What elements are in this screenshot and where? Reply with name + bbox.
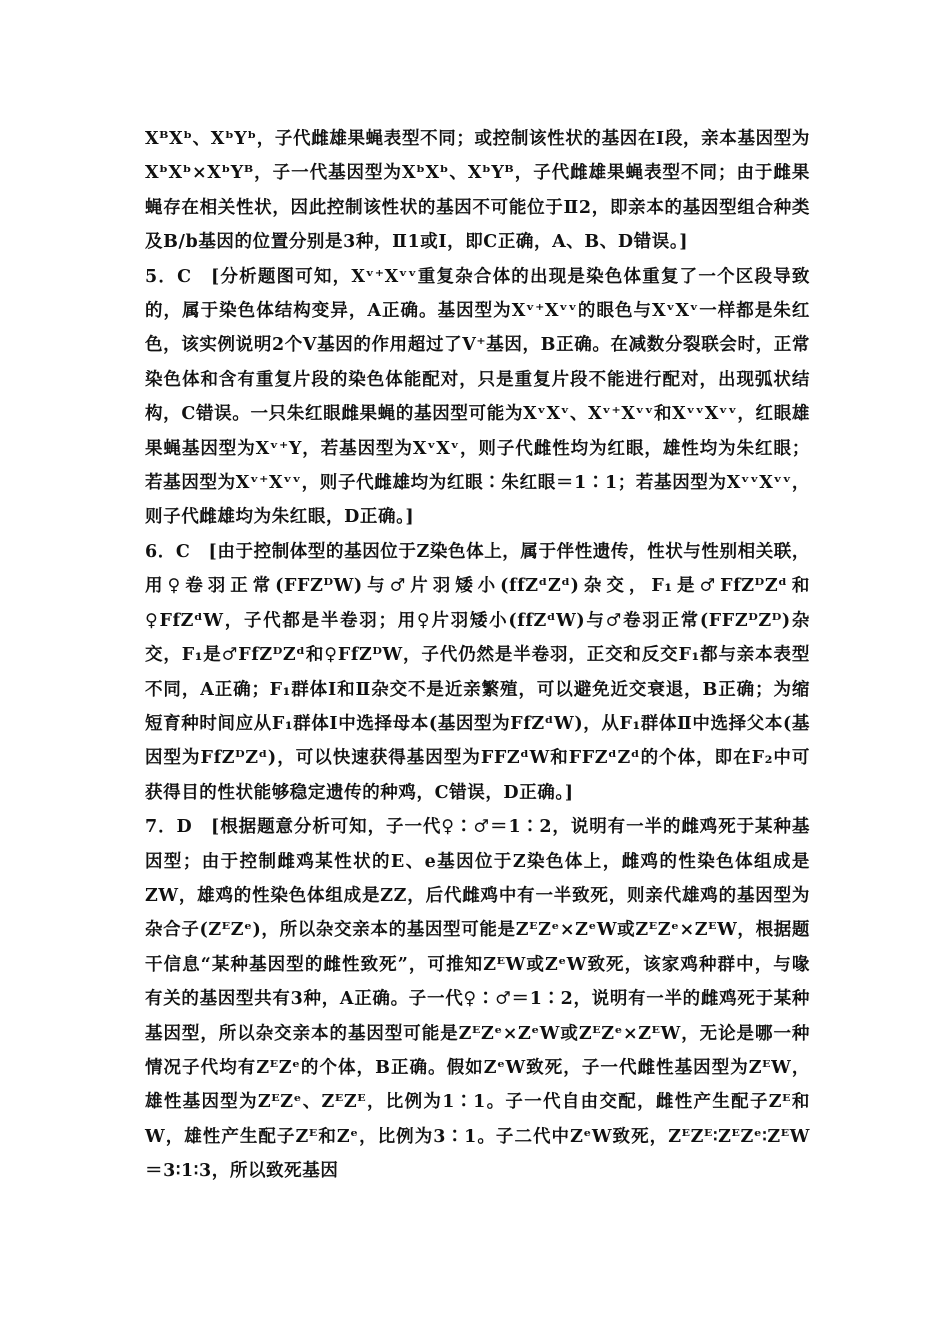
paragraph-answer-5 [145, 260, 810, 535]
answer-label: 7．D [145, 817, 193, 838]
answer-label: 5．C [145, 266, 192, 287]
answer-text: [根据题意分析可知，子一代♀∶♂＝1∶2，说明有一半的雌鸡死于某种基因型；由于控制雌鸡某性状的E、e基因位于Z染色体上，雌鸡的性染色体组成是ZW，雄鸡的性染色体组成是ZZ，后代雌鸡中有一半致死，则亲代雄鸡的基因型为杂合子(ZᴱZᵉ)，所以杂交亲本的基因型可能是ZᴱZᵉ×ZᵉW或ZᴱZᵉ×ZᴱW，根据题干信息“某种基因型的雌性致死”，可推知ZᴱW或ZᵉW致死，该家鸡种群中，与喙有关的基因型共有3种，A正确。子一代♀∶♂＝1∶2，说明有一半的雌鸡死于某种基因型，所以杂交亲本的基因型可能是ZᴱZᵉ×ZᵉW或ZᴱZᵉ×ZᴱW，无论是哪一种情况子代均有ZᴱZᵉ的个体，B正确。假如ZᵉW致死，子一代雌性基因型为ZᴱW，雄性基因型为ZᴱZᵉ、ZᴱZᴱ，比例为1∶1。子一代自由交配，雌性产生配子Zᴱ和W，雄性产生配子Zᴱ和Zᵉ，比例为3∶1。子二代中ZᵉW致死，ZᴱZᴱ∶ZᴱZᵉ∶ZᴱW＝3∶1∶3，所以致死基因 [145, 817, 810, 1182]
answer-text: [由于控制体型的基因位于Z染色体上，属于伴性遗传，性状与性别相关联，用♀卷羽正常(FFZᴰW)与♂片羽矮小(ffZᵈZᵈ)杂交，F₁是♂FfZᴰZᵈ和♀FfZᵈW，子代都是半卷羽；用♀片羽矮小(ffZᵈW)与♂卷羽正常(FFZᴰZᴰ)杂交，F₁是♂FfZᴰZᵈ和♀FfZᴰW，子代仍然是半卷羽，正交和反交F₁都与亲本表型不同，A正确；F₁群体Ⅰ和Ⅱ杂交不是近亲繁殖，可以避免近交衰退，B正确；为缩短育种时间应从F₁群体Ⅰ中选择母本(基因型为FfZᵈW)，从F₁群体Ⅱ中选择父本(基因型为FfZᴰZᵈ)，可以快速获得基因型为FFZᵈW和FFZᵈZᵈ的个体，即在F₂中可获得目的性状能够稳定遗传的种鸡，C错误，D正确。] [145, 541, 811, 803]
answer-label: 6．C [145, 541, 191, 562]
answer-text: [分析题图可知，Xᵛ⁺Xᵛᵛ重复杂合体的出现是染色体重复了一个区段导致的，属于染色体结构变异，A正确。基因型为Xᵛ⁺Xᵛᵛ的眼色与XᵛXᵛ一样都是朱红色，该实例说明2个V基因的作用超过了V⁺基因，B正确。在减数分裂联会时，正常染色体和含有重复片段的染色体能配对，只是重复片段不能进行配对，出现弧状结构，C错误。一只朱红眼雌果蝇的基因型可能为XᵛXᵛ、Xᵛ⁺Xᵛᵛ和XᵛᵛXᵛᵛ，红眼雄果蝇基因型为Xᵛ⁺Y，若基因型为XᵛXᵛ，则子代雌性均为红眼，雄性均为朱红眼；若基因型为Xᵛ⁺Xᵛᵛ，则子代雌雄均为红眼∶朱红眼＝1∶1；若基因型为XᵛᵛXᵛᵛ，则子代雌雄均为朱红眼，D正确。] [145, 266, 811, 528]
paragraph-answer-7 [145, 810, 810, 1188]
paragraph-answer-6 [145, 535, 810, 810]
paragraph-continuation [145, 122, 810, 260]
document-body [145, 122, 810, 1189]
answer-text: XᴮXᵇ、XᵇYᵇ，子代雌雄果蝇表型不同；或控制该性状的基因在Ⅰ段，亲本基因型为XᵇXᵇ×XᵇYᴮ，子一代基因型为XᵇXᵇ、XᵇYᴮ，子代雌雄果蝇表型不同；由于雌果蝇存在相关性状，因此控制该性状的基因不可能位于Ⅱ2，即亲本的基因型组合种类及B/b基因的位置分别是3种，Ⅱ1或Ⅰ，即C正确，A、B、D错误。] [145, 129, 810, 253]
